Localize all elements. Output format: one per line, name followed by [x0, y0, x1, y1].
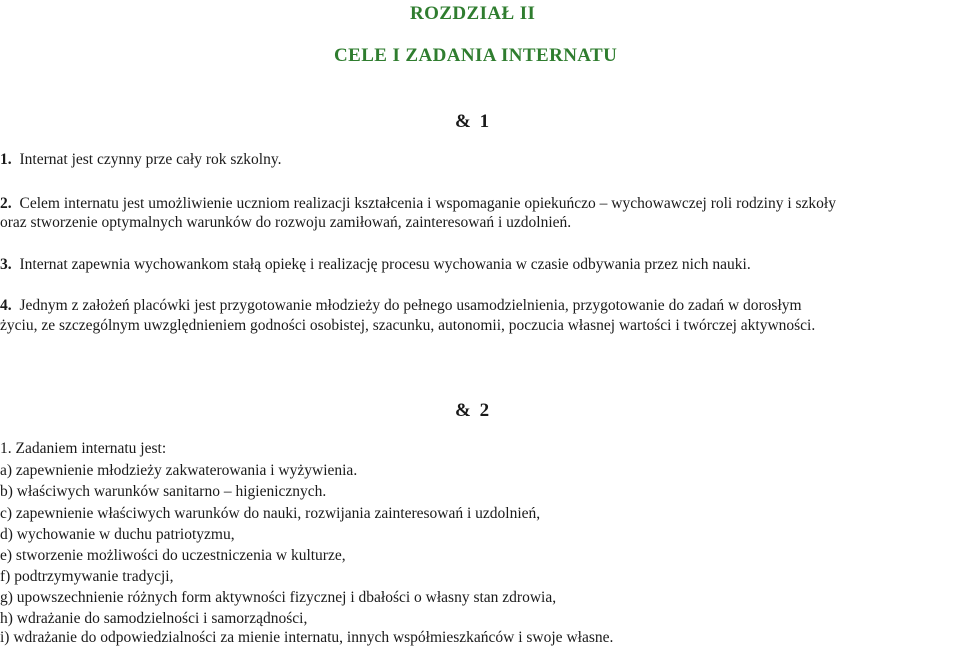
paragraph-2-line-1: [0, 196, 836, 212]
paragraph-number: 1.: [0, 151, 12, 168]
paragraph-text: Jednym z założeń placówki jest przygotowanie młodzieży do pełnego usamodzielnienia, przygotowanie do zadań w dorosłym: [19, 297, 802, 314]
paragraph-4-line-2: życiu, ze szczególnym uwzględnieniem godności osobistej, szacunku, autonomii, poczucia własnej wartości i twórczej aktywności.: [0, 317, 816, 334]
paragraph-text: Internat jest czynny prze cały rok szkolny.: [19, 151, 282, 168]
list-item-d: d) wychowanie w duchu patriotyzmu,: [0, 526, 235, 543]
list-item-e: e) stworzenie możliwości do uczestniczenia w kulturze,: [0, 547, 346, 564]
list-item-b: b) właściwych warunków sanitarno – higienicznych.: [0, 483, 327, 500]
chapter-title: CELE I ZADANIA INTERNATU: [334, 45, 618, 66]
list-item-c: c) zapewnienie właściwych warunków do nauki, rozwijania zainteresowań i uzdolnień,: [0, 505, 541, 522]
paragraph-number: 2.: [0, 195, 12, 212]
paragraph-text: Internat zapewnia wychowankom stałą opiekę i realizację procesu wychowania w czasie odbywania przez nich nauki.: [19, 256, 751, 273]
section-heading-2: & 2: [455, 400, 492, 421]
list-item-i: i) wdrażanie do odpowiedzialności za mienie internatu, innych współmieszkańców i swoje własne.: [0, 629, 614, 646]
list-item-f: f) podtrzymywanie tradycji,: [0, 568, 174, 585]
list-item-h: h) wdrażanie do samodzielności i samorządności,: [0, 610, 308, 627]
list-item-a: a) zapewnienie młodzieży zakwaterowania i wyżywienia.: [0, 462, 358, 479]
paragraph-number: 3.: [0, 256, 12, 273]
section-heading-1: & 1: [455, 111, 492, 132]
paragraph-text: Celem internatu jest umożliwienie uczniom realizacji kształcenia i wspomaganie opiekuńczo – wychowawczej roli rodziny i szkoły: [19, 195, 836, 212]
paragraph-3: [0, 257, 751, 273]
paragraph-number: 4.: [0, 297, 12, 314]
paragraph-1: [0, 152, 281, 168]
paragraph-4-line-1: [0, 298, 802, 314]
list-item-g: g) upowszechnienie różnych form aktywności fizycznej i dbałości o własny stan zdrowia,: [0, 589, 557, 606]
chapter-heading: ROZDZIAŁ II: [410, 3, 536, 24]
paragraph-2-line-2: oraz stworzenie optymalnych warunków do rozwoju zamiłowań, zainteresowań i uzdolnień.: [0, 214, 572, 231]
tasks-intro: 1. Zadaniem internatu jest:: [0, 440, 167, 457]
